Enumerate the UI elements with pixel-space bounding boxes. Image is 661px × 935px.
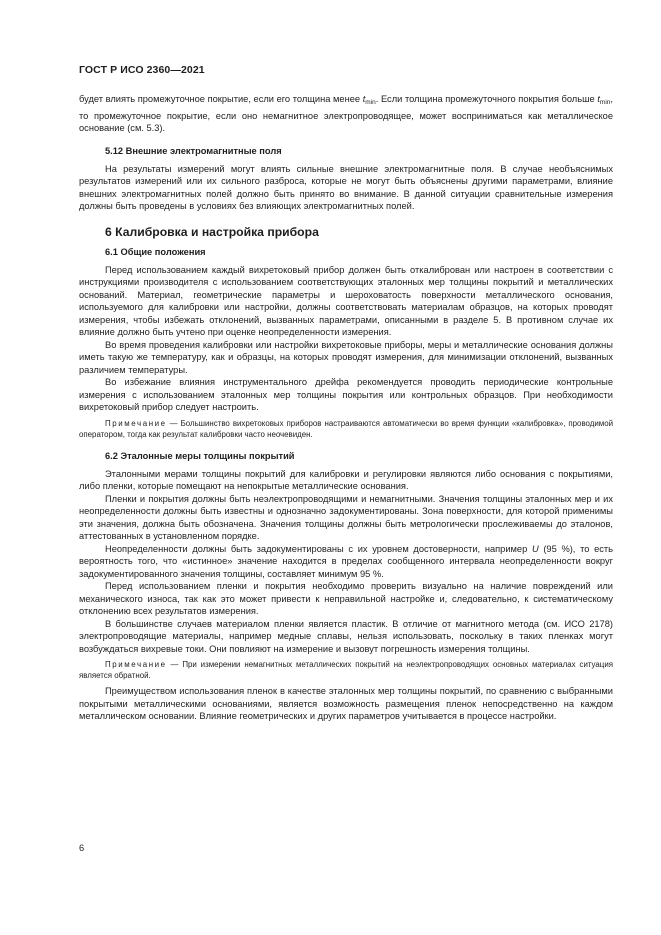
- note-label: Примечание: [105, 660, 167, 669]
- intro-variable-1: t: [362, 94, 366, 104]
- section-6-2-paragraph-6: Преимуществом использования пленок в качестве эталонных мер толщины покрытий, по сравнению с выбранными покрытыми металлическими основаниями, является возможность размещения пленок непосредственно на каждом металлическом основании. Влияние геометрических и других параметров учитывается в процессе настройки.: [79, 686, 613, 721]
- section-6-1-paragraph-2: Во время проведения калибровки или настройки вихретоковые приборы, меры и металлические основания должны иметь такую же температуру, как и образцы, на которых проводят измерения, для минимизации отклонений, вызванных различием температуры.: [79, 339, 613, 375]
- note-label: Примечание: [105, 418, 167, 428]
- intro-subscript-1: min: [365, 99, 376, 106]
- paragraph-3-text-b: (95 %), то есть вероятность того, что «истинное» значение находится в пределах сообщенного интервала неопределенности вокруг задокументированного значения толщины, составляет минимум 95 %.: [79, 543, 613, 579]
- intro-variable-2: t: [597, 94, 600, 104]
- section-6-2-paragraph-5: В большинстве случаев материалом пленки является пластик. В отличие от магнитного метода (см. ИСО 2178) электропроводящие материалы, например медные сплавы, нельзя использовать, поскольку в таких пленках могут возбуждаться вихревые токи. Они повлияют на измерение и вызовут погрешность измерения толщины.: [79, 618, 613, 654]
- section-6-2-note: [79, 659, 613, 681]
- paragraph-3-text-a: Неопределенности должны быть задокументированы с их уровнем достоверности, например: [105, 543, 532, 554]
- section-6-2-paragraph-3: [79, 543, 613, 581]
- section-6-2-heading: 6.2 Эталонные меры толщины покрытий: [105, 450, 295, 461]
- section-6-1-paragraph-3: Во избежание влияния инструментального дрейфа рекомендуется проводить периодические контрольные измерения с использованием эталонных мер толщины покрытия или контрольных образцов. При необходимости вихретоковый прибор следует настроить.: [79, 377, 613, 412]
- section-6-heading: 6 Калибровка и настройка прибора: [105, 224, 319, 239]
- section-5-12-paragraph: На результаты измерений могут влиять сильные внешние электромагнитные поля. В случае необъяснимых результатов измерений или их сильного разброса, которые не могут быть объяснены другими параметрами, влияние внешних электромагнитных полей должно быть принято во внимание. В данной ситуации сравнительные измерения должны быть проведены в условиях без влияющих электромагнитных полей.: [79, 163, 613, 211]
- section-6-2-paragraph-4: Перед использованием пленки и покрытия необходимо проверить визуально на наличие повреждений или механического износа, так как это может привести к неправильной настройке и, следовательно, к систематическому отклонению всех результатов измерения.: [79, 581, 613, 616]
- intro-text-3: , то промежуточное покрытие, если оно немагнитное электропроводящее, может восприниматься как металлическое основание (см. 5.3).: [79, 94, 613, 133]
- section-6-2-paragraph-1: Эталонными мерами толщины покрытий для калибровки и регулировки являются либо основания с покрытиями, либо пленки, которые помещают на непокрытые металлические основания.: [79, 468, 613, 491]
- note-text: — При измерении немагнитных металлических покрытий на неэлектропроводящих основных материалах ситуация является обратной.: [79, 660, 613, 680]
- note-text: — Большинство вихретоковых приборов настраиваются автоматически во время функции «калибровка», проводимой оператором, тогда как результат калибровки часто неочевиден.: [79, 418, 613, 439]
- page-content: [79, 93, 613, 723]
- intro-subscript-2: min: [599, 99, 611, 106]
- paragraph-3-variable: U: [531, 543, 539, 554]
- section-5-12-heading: 5.12 Внешние электромагнитные поля: [105, 145, 282, 156]
- section-6-2-paragraph-2: Пленки и покрытия должны быть неэлектропроводящими и немагнитными. Значения толщины эталонных мер и их неопределенности должны быть известны и однозначно задокументированы. Зона поверхности, для которой применимы эти значения, должна быть обозначена. Значения толщины должны быть метрологически прослеживаемы до эталонов, аттестованных в установленном порядке.: [79, 493, 613, 541]
- intro-text-1: будет влиять промежуточное покрытие, если его толщина менее: [79, 94, 363, 104]
- section-6-1-note: [79, 418, 613, 440]
- intro-text-2: . Если толщина промежуточного покрытия больше: [375, 94, 598, 104]
- section-6-1-paragraph-1: Перед использованием каждый вихретоковый прибор должен быть откалиброван или настроен в соответствии с инструкциями производителя с использованием соответствующих эталонных мер толщины покрытий и металлических оснований. Материал, геометрические параметры и шероховатость поверхности металлического основания, используемого для калибровки или настройки, должны соответствовать материалам образцов, на которых проводят измерения, чтобы избежать отклонений, вызванных параметрами, описанными в разделе 5. В противном случае их влияние должно быть учтено при оценке неопределенности измерения.: [79, 264, 613, 337]
- intro-paragraph: [79, 93, 613, 135]
- page-number: 6: [79, 843, 85, 853]
- section-6-1-heading: 6.1 Общие положения: [105, 246, 206, 257]
- page-header: ГОСТ Р ИСО 2360—2021: [79, 64, 205, 76]
